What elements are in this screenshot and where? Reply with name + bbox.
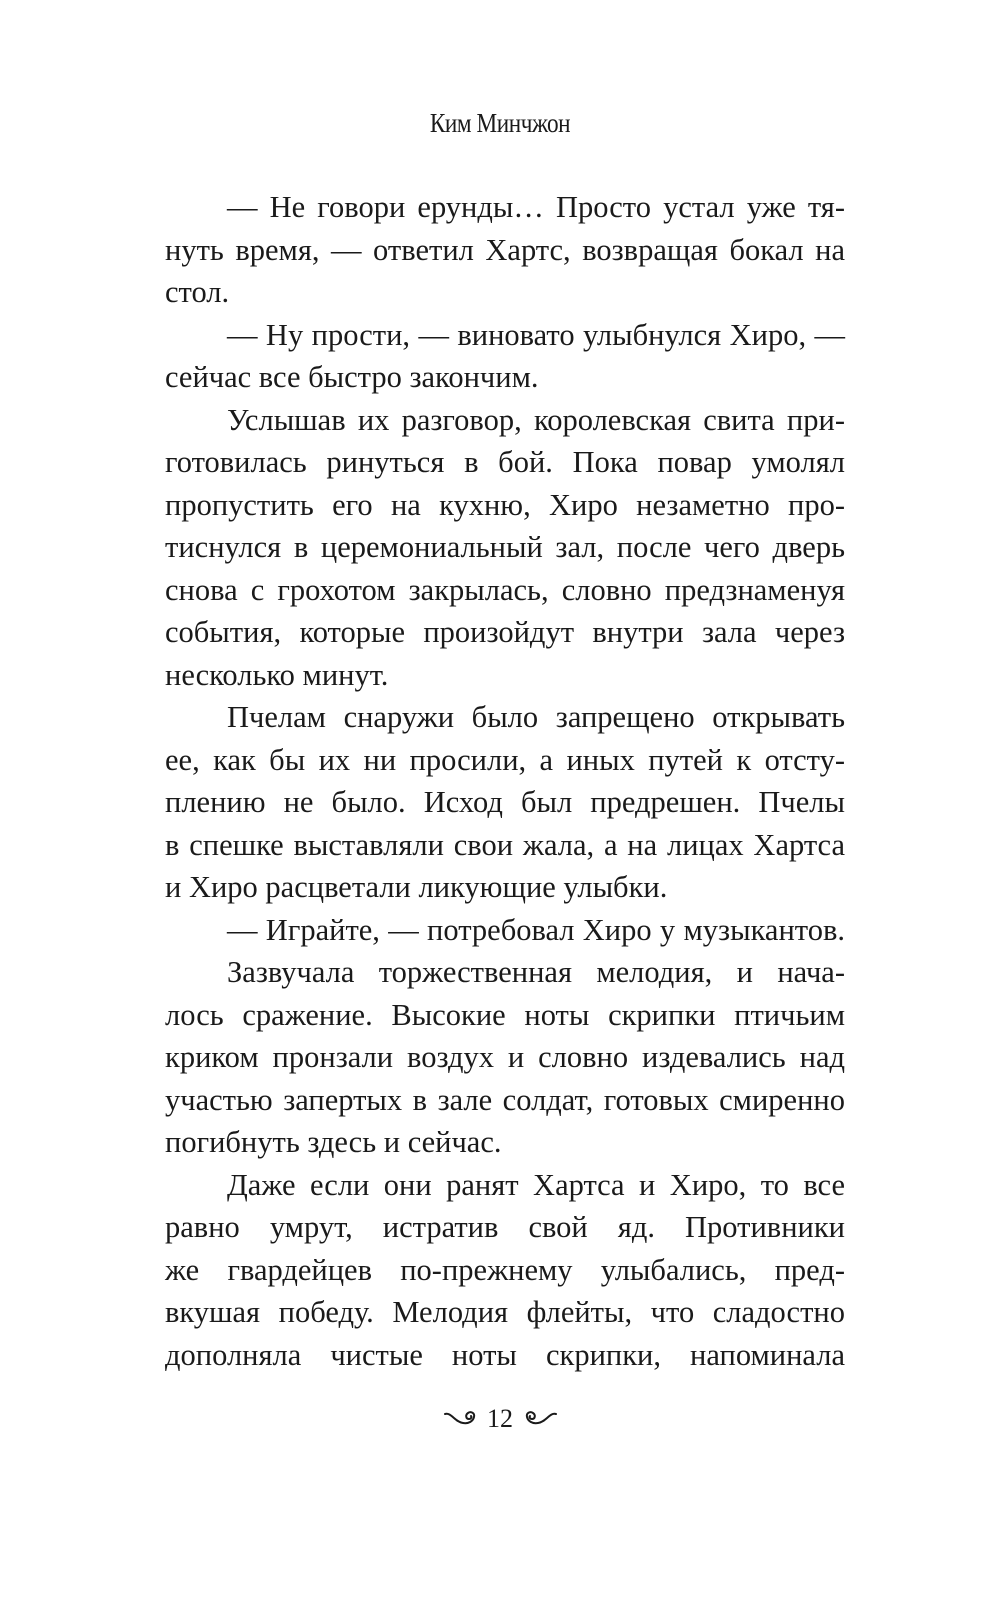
text-line: Даже если они ранят Хартса и Хиро, то все <box>227 1167 845 1202</box>
text-line: ее, как бы их ни просили, а иных путей к отсту- <box>165 742 845 777</box>
left-flourish-icon <box>443 1408 479 1430</box>
text-line: участью запертых в зале солдат, готовых смиренно <box>165 1082 845 1117</box>
text-line: равно умрут, истратив свой яд. Противники <box>165 1210 845 1244</box>
running-head: Ким Минчжон <box>429 108 571 138</box>
text-line: же гвардейцев по-прежнему улыбались, пред- <box>165 1252 845 1287</box>
page-folio <box>0 1402 1000 1434</box>
text-line: криком пронзали воздух и словно издевались над <box>165 1040 845 1074</box>
text-line: несколько минут. <box>165 657 389 692</box>
text-line: плению не было. Исход был предрешен. Пчелы <box>165 785 845 819</box>
text-line: сейчас все быстро закончим. <box>165 360 539 394</box>
text-line: — Играйте, — потребовал Хиро у музыкантов. <box>227 912 845 947</box>
text-line: пропустить его на кухню, Хиро незаметно про- <box>165 487 845 522</box>
text-line: — Не говори ерунды… Просто устал уже тя- <box>227 190 845 224</box>
text-line: готовилась ринуться в бой. Пока повар умолял <box>165 445 845 479</box>
text-line: Услышав их разговор, королевская свита при- <box>227 402 845 437</box>
text-line: Пчелам снаружи было запрещено открывать <box>227 700 845 734</box>
text-line: стол. <box>165 275 230 309</box>
text-line: лось сражение. Высокие ноты скрипки птичьим <box>165 997 845 1032</box>
text-line: Зазвучала торжественная мелодия, и нача- <box>227 955 845 989</box>
text-line: нуть время, — ответил Хартс, возвращая бокал на <box>165 232 845 267</box>
text-line: дополняла чистые ноты скрипки, напоминала <box>165 1337 845 1372</box>
page-number: 12 <box>487 1404 513 1434</box>
text-line: — Ну прости, — виновато улыбнулся Хиро, — <box>227 317 845 352</box>
text-line: снова с грохотом закрылась, словно предзнаменуя <box>165 572 845 607</box>
text-line: в спешке выставляли свои жала, а на лицах Хартса <box>165 827 845 862</box>
text-line: события, которые произойдут внутри зала через <box>165 615 845 649</box>
text-line: тиснулся в церемониальный зал, после чего дверь <box>165 530 845 564</box>
body-text <box>165 186 845 1376</box>
right-flourish-icon <box>522 1408 558 1430</box>
text-line: вкушая победу. Мелодия флейты, что сладостно <box>165 1295 845 1329</box>
text-line: погибнуть здесь и сейчас. <box>165 1125 502 1159</box>
text-line: и Хиро расцветали ликующие улыбки. <box>165 870 668 904</box>
